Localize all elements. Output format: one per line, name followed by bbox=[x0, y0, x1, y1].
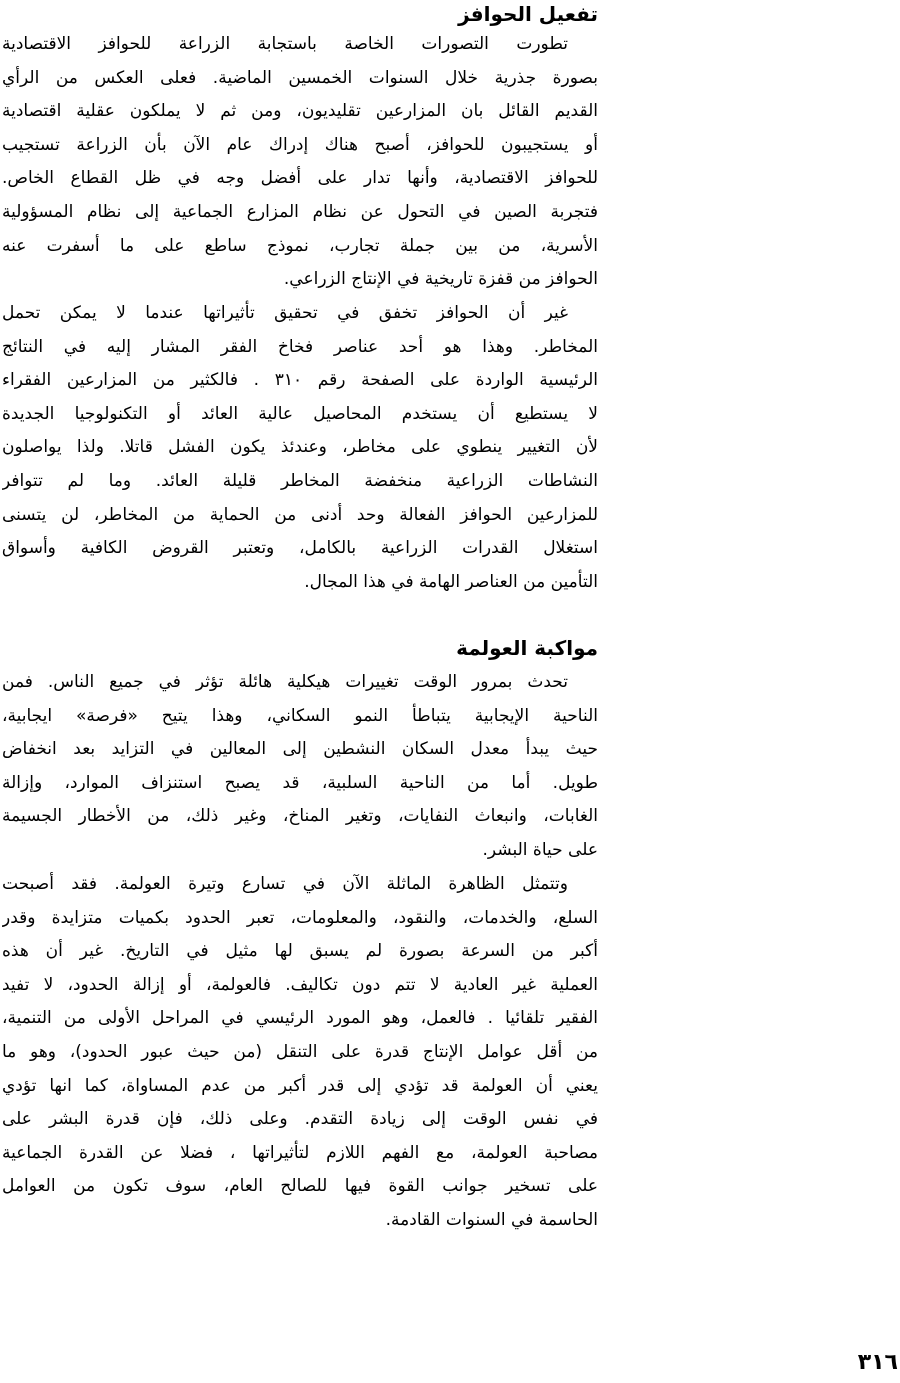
text-line: الغابات، وانبعاث النفايات، وتغير المناخ، وغير ذلك، من الأخطار الجسيمة bbox=[2, 806, 598, 827]
text-line: القديم القائل بان المزارعين تقليديون، ومن ثم لا يملكون عقلية اقتصادية bbox=[2, 101, 598, 122]
text-line: الفقير تلقائيا . فالعمل، وهو المورد الرئيسي في المراحل الأولى من التنمية، bbox=[2, 1008, 598, 1029]
text-line: أكبر من السرعة بصورة لم يسبق لها مثيل في التاريخ. غير أن هذه bbox=[2, 941, 598, 962]
text-line: أو يستجيبون للحوافز، أصبح هناك إدراك عام الآن بأن الزراعة تستجيب bbox=[2, 134, 598, 155]
text-line: بصورة جذرية خلال السنوات الخمسين الماضية. فعلى العكس من الرأي bbox=[2, 67, 598, 88]
page-number: ٣١٦ bbox=[857, 1350, 898, 1375]
text-line: على حياة البشر. bbox=[482, 839, 598, 860]
text-line: فتجربة الصين في التحول عن نظام المزارع الجماعية إلى نظام المسؤولية bbox=[2, 201, 598, 222]
section-globalization bbox=[2, 634, 598, 868]
text-line: من أقل عوامل الإنتاج قدرة على التنقل (من حيث عبور الحدود)، وهو ما bbox=[2, 1041, 598, 1062]
text-line: للمزارعين الحوافز الفعالة وحد أدنى من الحماية من المخاطر، لن يتسنى bbox=[2, 504, 598, 525]
section-incentives bbox=[2, 0, 598, 297]
text-line: في نفس الوقت إلى زيادة التقدم. وعلى ذلك، فإن قدرة البشر على bbox=[2, 1109, 598, 1130]
paragraph bbox=[2, 28, 598, 297]
text-line: الحاسمة في السنوات القادمة. bbox=[385, 1209, 598, 1230]
text-line: تطورت التصورات الخاصة باستجابة الزراعة للحوافز الاقتصادية bbox=[2, 34, 568, 54]
paragraph bbox=[2, 297, 598, 599]
paragraph bbox=[2, 666, 598, 868]
text-line: السلع، والخدمات، والنقود، والمعلومات، تعبر الحدود بكميات متزايدة وقدر bbox=[2, 907, 598, 928]
text-line: الناحية الإيجابية يتباطأ النمو السكاني، وهذا يتيح «فرصة» ايجابية، bbox=[2, 705, 598, 726]
text-line: وتتمثل الظاهرة الماثلة الآن في تسارع وتيرة العولمة. فقد أصبحت bbox=[2, 874, 568, 894]
text-line: طويل. أما من الناحية السلبية، قد يصبح استنزاف الموارد، وإزالة bbox=[2, 772, 598, 793]
text-line: غير أن الحوافز تخفق في تحقيق تأثيراتها عندما لا يمكن تحمل bbox=[2, 303, 568, 323]
text-line: الرئيسية الواردة على الصفحة رقم ٣١٠ . فالكثير من المزارعين الفقراء bbox=[2, 370, 598, 391]
text-line: استغلال القدرات الزراعية بالكامل، وتعتبر القروض الكافية وأسواق bbox=[2, 538, 598, 559]
text-line: الحوافز من قفزة تاريخية في الإنتاج الزراعي. bbox=[283, 269, 598, 290]
text-line: لا يستطيع أن يستخدم المحاصيل عالية العائد أو التكنولوجيا الجديدة bbox=[2, 403, 598, 424]
text-line: حيث يبدأ معدل السكان النشطين إلى المعالين في التزايد بعد انخفاض bbox=[2, 739, 598, 760]
text-line: على تسخير جوانب القوة فيها للصالح العام، سوف تكون من العوامل bbox=[2, 1176, 598, 1197]
paragraph bbox=[2, 868, 598, 1238]
section-globalization-cont bbox=[2, 868, 598, 1238]
text-line: يعني أن العولمة قد تؤدي إلى قدر أكبر من عدم المساواة، كما انها تؤدي bbox=[2, 1075, 598, 1096]
text-line: المخاطر. وهذا هو أحد عناصر فخاخ الفقر المشار إليه في النتائج bbox=[2, 336, 598, 357]
text-line: العملية غير العادية لا تتم دون تكاليف. فالعولمة، أو إزالة الحدود، لا تفيد bbox=[2, 974, 598, 995]
text-line: للحوافز الاقتصادية، وأنها تدار على أفضل وجه في ظل القطاع الخاص. bbox=[2, 168, 598, 189]
text-line: مصاحبة العولمة، مع الفهم اللازم لتأثيراتها ، فضلا عن القدرة الجماعية bbox=[2, 1142, 598, 1163]
section-incentives-cont bbox=[2, 297, 598, 599]
section-heading: تفعيل الحوافز bbox=[458, 2, 598, 26]
text-line: النشاطات الزراعية منخفضة المخاطر قليلة العائد. وما لم تتوافر bbox=[2, 470, 598, 491]
section-heading: مواكبة العولمة bbox=[456, 636, 598, 660]
text-line: لأن التغيير ينطوي على مخاطر، وعندئذ يكون الفشل قاتلا. ولذا يواصلون bbox=[2, 437, 598, 458]
text-line: التأمين من العناصر الهامة في هذا المجال. bbox=[304, 571, 598, 592]
text-line: الأسرية، من بين جملة تجارب، نموذج ساطع على ما أسفرت عنه bbox=[2, 235, 598, 256]
text-line: تحدث بمرور الوقت تغييرات هيكلية هائلة تؤثر في جميع الناس. فمن bbox=[2, 672, 568, 692]
